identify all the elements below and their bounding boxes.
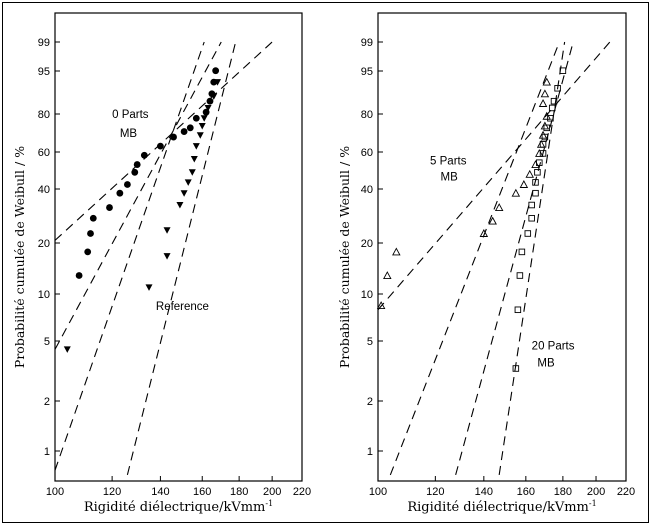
plot-area [55,13,302,481]
data-point-triangle-up [540,132,547,139]
annotation: MB [440,171,458,184]
x-tick-label: 120 [102,486,122,498]
data-point-triangle-down [189,169,196,176]
y-tick-label: 20 [37,238,50,250]
y-axis-label: Probabilité cumulée de Weibull / % [337,145,352,369]
chart-panel-2 [337,13,635,515]
y-tick-label: 99 [37,37,50,49]
x-tick-label: 180 [229,486,249,498]
data-point-square [525,231,531,237]
y-tick-label: 80 [37,109,50,121]
data-point-square [529,202,535,208]
x-tick-label: 180 [553,486,573,498]
y-tick-label: 95 [37,66,50,78]
x-tick-label: 140 [474,486,494,498]
annotation: MB [119,128,138,141]
x-tick-label: 140 [151,486,170,498]
y-tick-label: 2 [43,396,50,408]
data-point-circle [170,134,177,141]
fit-line-3 [390,42,559,475]
y-tick-label: 40 [360,184,373,196]
data-point-triangle-down [146,284,153,291]
y-tick-label: 10 [37,289,50,301]
annotation: 20 Parts [531,340,575,353]
data-point-triangle-up [541,90,548,97]
x-tick-label: 160 [193,486,212,498]
annotation: MB [537,357,555,370]
x-tick-label: 100 [45,486,65,498]
data-point-circle [87,230,94,237]
data-point-triangle-down [181,190,188,197]
data-point-circle [116,190,123,197]
y-tick-label: 60 [360,147,373,159]
data-point-triangle-up [540,100,547,107]
x-tick-label: 200 [586,486,606,498]
data-point-triangle-down [197,132,204,139]
data-point-square [515,307,521,313]
y-tick-label: 2 [366,396,373,408]
data-point-circle [157,143,164,150]
y-tick-label: 1 [43,446,50,458]
y-tick-label: 5 [43,336,50,348]
x-axis-label: Rigidité diélectrique/kVmm$^{-1}$ [83,499,274,515]
fit-line-4 [456,42,574,475]
y-tick-label: 40 [37,184,50,196]
data-point-square [549,105,555,111]
data-point-triangle-down [185,179,192,186]
data-point-square [517,273,523,279]
data-point-square [535,169,541,175]
x-tick-label: 160 [516,486,536,498]
data-point-triangle-up [520,181,527,188]
data-point-circle [124,181,131,188]
data-point-circle [84,248,91,255]
data-point-circle [76,272,83,279]
chart-panel-1 [12,13,311,515]
x-tick-label: 100 [368,486,388,498]
data-point-circle [90,215,97,222]
data-point-triangle-down [64,346,71,353]
y-tick-label: 95 [360,66,373,78]
data-point-triangle-up [384,272,391,279]
fit-line-2 [127,42,235,475]
data-point-circle [212,67,219,74]
fit-line-1 [378,42,610,310]
data-point-circle [181,128,188,135]
y-tick-label: 80 [360,109,373,121]
data-point-triangle-down [191,156,198,163]
data-point-square [519,249,525,255]
data-point-triangle-down [164,227,171,234]
x-axis-label: Rigidité diélectrique/kVmm$^{-1}$ [407,499,597,515]
data-point-triangle-down [164,253,171,259]
data-point-triangle-up [541,122,548,128]
fit-line-1 [55,42,272,240]
data-point-triangle-up [393,248,400,255]
annotation: 0 Parts [112,109,149,122]
data-point-square [529,215,535,221]
data-point-square [533,190,539,196]
data-point-circle [207,98,214,105]
data-point-circle [106,204,113,211]
data-point-circle [134,161,141,168]
data-point-triangle-down [199,123,206,129]
data-point-triangle-down [176,202,183,209]
y-tick-label: 1 [366,446,373,458]
x-tick-label: 220 [292,486,312,498]
data-point-triangle-down [193,143,200,150]
data-point-circle [131,169,138,176]
data-point-triangle-up [543,113,550,120]
y-axis-label: Probabilité cumulée de Weibull / % [12,145,27,369]
data-point-triangle-up [512,190,519,197]
x-tick-label: 120 [426,486,445,498]
y-tick-label: 99 [360,37,373,49]
annotation: 5 Parts [430,155,467,168]
x-tick-label: 200 [262,486,282,498]
data-point-circle [141,152,148,159]
data-point-triangle-up [532,161,539,168]
y-tick-label: 5 [366,336,373,348]
y-tick-label: 10 [360,289,373,301]
data-point-circle [187,124,194,131]
data-point-circle [193,115,200,122]
data-point-triangle-up [526,171,533,178]
x-tick-label: 220 [616,486,636,498]
data-point-triangle-up [496,204,503,211]
y-tick-label: 60 [37,147,50,159]
annotation: Reference [155,300,209,313]
data-point-triangle-down [201,115,208,122]
y-tick-label: 20 [360,238,373,250]
